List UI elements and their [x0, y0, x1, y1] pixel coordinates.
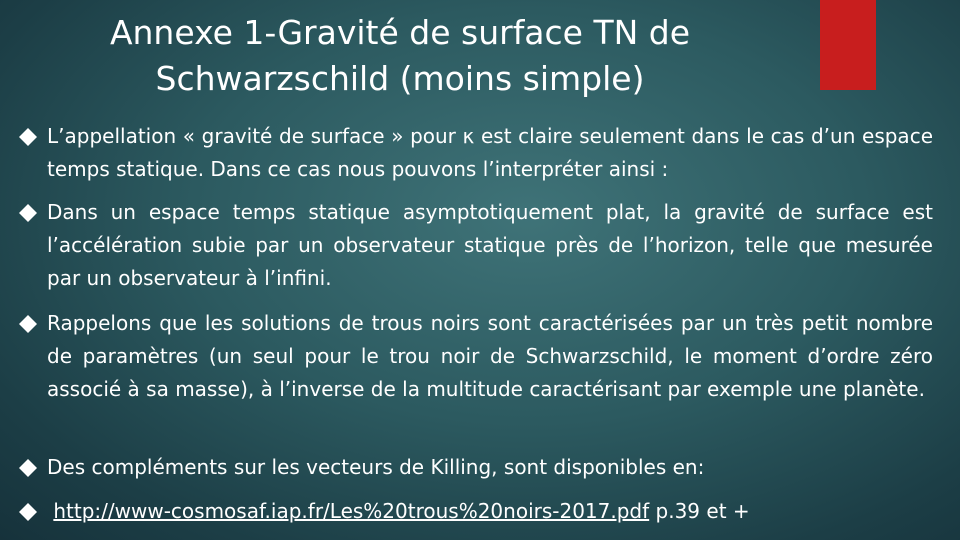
- title-line-2: Schwarzschild (moins simple): [155, 59, 645, 98]
- diamond-bullet-icon: [18, 314, 38, 334]
- bullet-text-4: Des compléments sur les vecteurs de Killing, sont disponibles en:: [47, 455, 705, 479]
- diamond-bullet-icon: [18, 203, 38, 223]
- bullet-item-3: [18, 307, 933, 406]
- diamond-bullet-icon: [18, 458, 38, 478]
- bullet-item-2: [18, 196, 933, 295]
- link-suffix: p.39 et +: [649, 499, 750, 523]
- cosmosaf-pdf-link[interactable]: http://www-cosmosaf.iap.fr/Les%20trous%20noirs-2017.pdf: [53, 499, 650, 523]
- slide-title: [60, 10, 740, 102]
- title-line-1: Annexe 1-Gravité de surface TN de: [109, 13, 691, 52]
- accent-bar: [820, 0, 876, 90]
- bullet-item-1: [18, 120, 933, 186]
- bullet-text-5: [47, 495, 933, 528]
- bullet-item-5: [18, 495, 933, 528]
- diamond-bullet-icon: [18, 127, 38, 147]
- bullet-item-4: [18, 451, 933, 484]
- bullet-text-2: Dans un espace temps statique asymptotiquement plat, la gravité de surface est l’accélération subie par un observateur statique près de l’horizon, telle que mesurée par un observateur à l’infini.: [47, 200, 933, 290]
- diamond-bullet-icon: [18, 502, 38, 522]
- bullet-text-1: L’appellation « gravité de surface » pour κ est claire seulement dans le cas d’un espace temps statique. Dans ce cas nous pouvons l’interpréter ainsi :: [47, 124, 933, 181]
- bullet-text-3: Rappelons que les solutions de trous noirs sont caractérisées par un très petit nombre de paramètres (un seul pour le trou noir de Schwarzschild, le moment d’ordre zéro associé à sa masse), à l’inverse de la multitude caractérisant par exemple une planète.: [47, 311, 933, 401]
